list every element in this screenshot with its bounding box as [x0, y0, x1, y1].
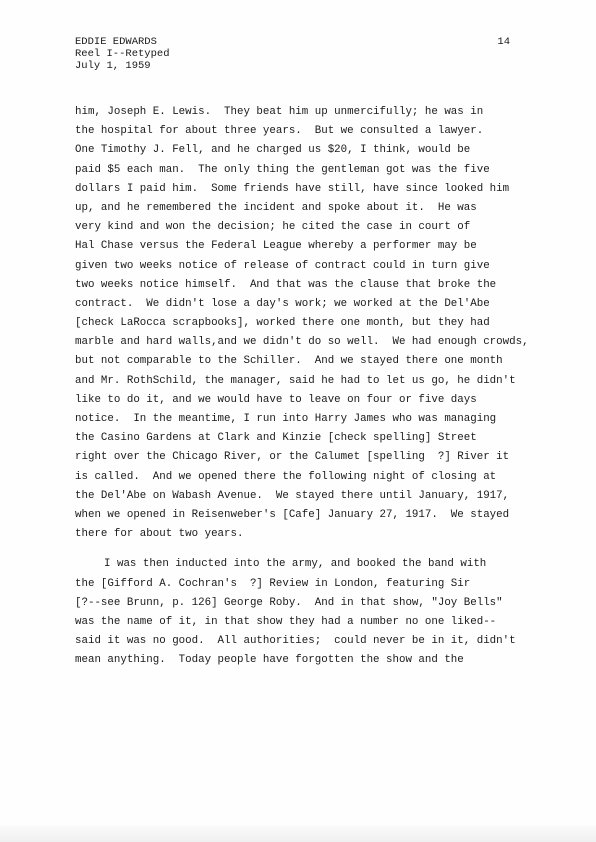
text-line: mean anything. Today people have forgotten the show and the [75, 654, 464, 667]
text-line: the [Gifford A. Cochran's ?] Review in London, featuring Sir [75, 577, 471, 590]
page-header [75, 36, 170, 72]
text-line: two weeks notice himself. And that was the clause that broke the [75, 278, 497, 291]
text-line: the Casino Gardens at Clark and Kinzie [check spelling] Street [75, 432, 477, 445]
text-line: right over the Chicago River, or the Calumet [spelling ?] River it [75, 451, 510, 464]
header-reel: Reel I--Retyped [75, 48, 170, 60]
text-line: like to do it, and we would have to leave on four or five days [75, 393, 477, 406]
text-line: up, and he remembered the incident and spoke about it. He was [75, 201, 477, 214]
text-line: the Del'Abe on Wabash Avenue. We stayed there until January, 1917, [75, 489, 510, 502]
text-line: is called. And we opened there the following night of closing at [75, 470, 497, 483]
text-line: when we opened in Reisenweber's [Cafe] January 27, 1917. We stayed [75, 508, 510, 521]
text-line: One Timothy J. Fell, and he charged us $20, I think, would be [75, 144, 471, 157]
text-line: paid $5 each man. The only thing the gentleman got was the five [75, 163, 490, 176]
text-line: but not comparable to the Schiller. And we stayed there one month [75, 355, 503, 368]
text-line: marble and hard walls,and we didn't do so well. We had enough crowds, [75, 336, 529, 349]
text-line: and Mr. RothSchild, the manager, said he had to let us go, he didn't [75, 374, 516, 387]
page-number: 14 [497, 36, 510, 48]
text-line: very kind and won the decision; he cited the case in court of [75, 221, 471, 234]
text-line: given two weeks notice of release of contract could in turn give [75, 259, 490, 272]
text-line: was the name of it, in that show they had a number no one liked-- [75, 615, 497, 628]
scan-bottom-edge [0, 826, 596, 842]
text-line: him, Joseph E. Lewis. They beat him up unmercifully; he was in [75, 106, 484, 118]
text-line: Hal Chase versus the Federal League whereby a performer may be [75, 240, 477, 253]
text-line: [?--see Brunn, p. 126] George Roby. And in that show, "Joy Bells" [75, 596, 503, 609]
text-line: [check LaRocca scrapbooks], worked there one month, but they had [75, 317, 490, 330]
text-line: contract. We didn't lose a day's work; we worked at the Del'Abe [75, 297, 490, 310]
text-line: there for about two years. [75, 528, 244, 541]
transcript-body [75, 103, 545, 670]
text-line: the hospital for about three years. But we consulted a lawyer. [75, 125, 484, 138]
text-line: I was then inducted into the army, and booked the band with [104, 558, 487, 571]
text-line: said it was no good. All authorities; could never be in it, didn't [75, 635, 516, 648]
header-date: July 1, 1959 [75, 60, 151, 72]
text-line: notice. In the meantime, I run into Harry James who was managing [75, 413, 497, 425]
header-name: EDDIE EDWARDS [75, 36, 157, 48]
text-line: dollars I paid him. Some friends have still, have since looked him [75, 182, 510, 195]
